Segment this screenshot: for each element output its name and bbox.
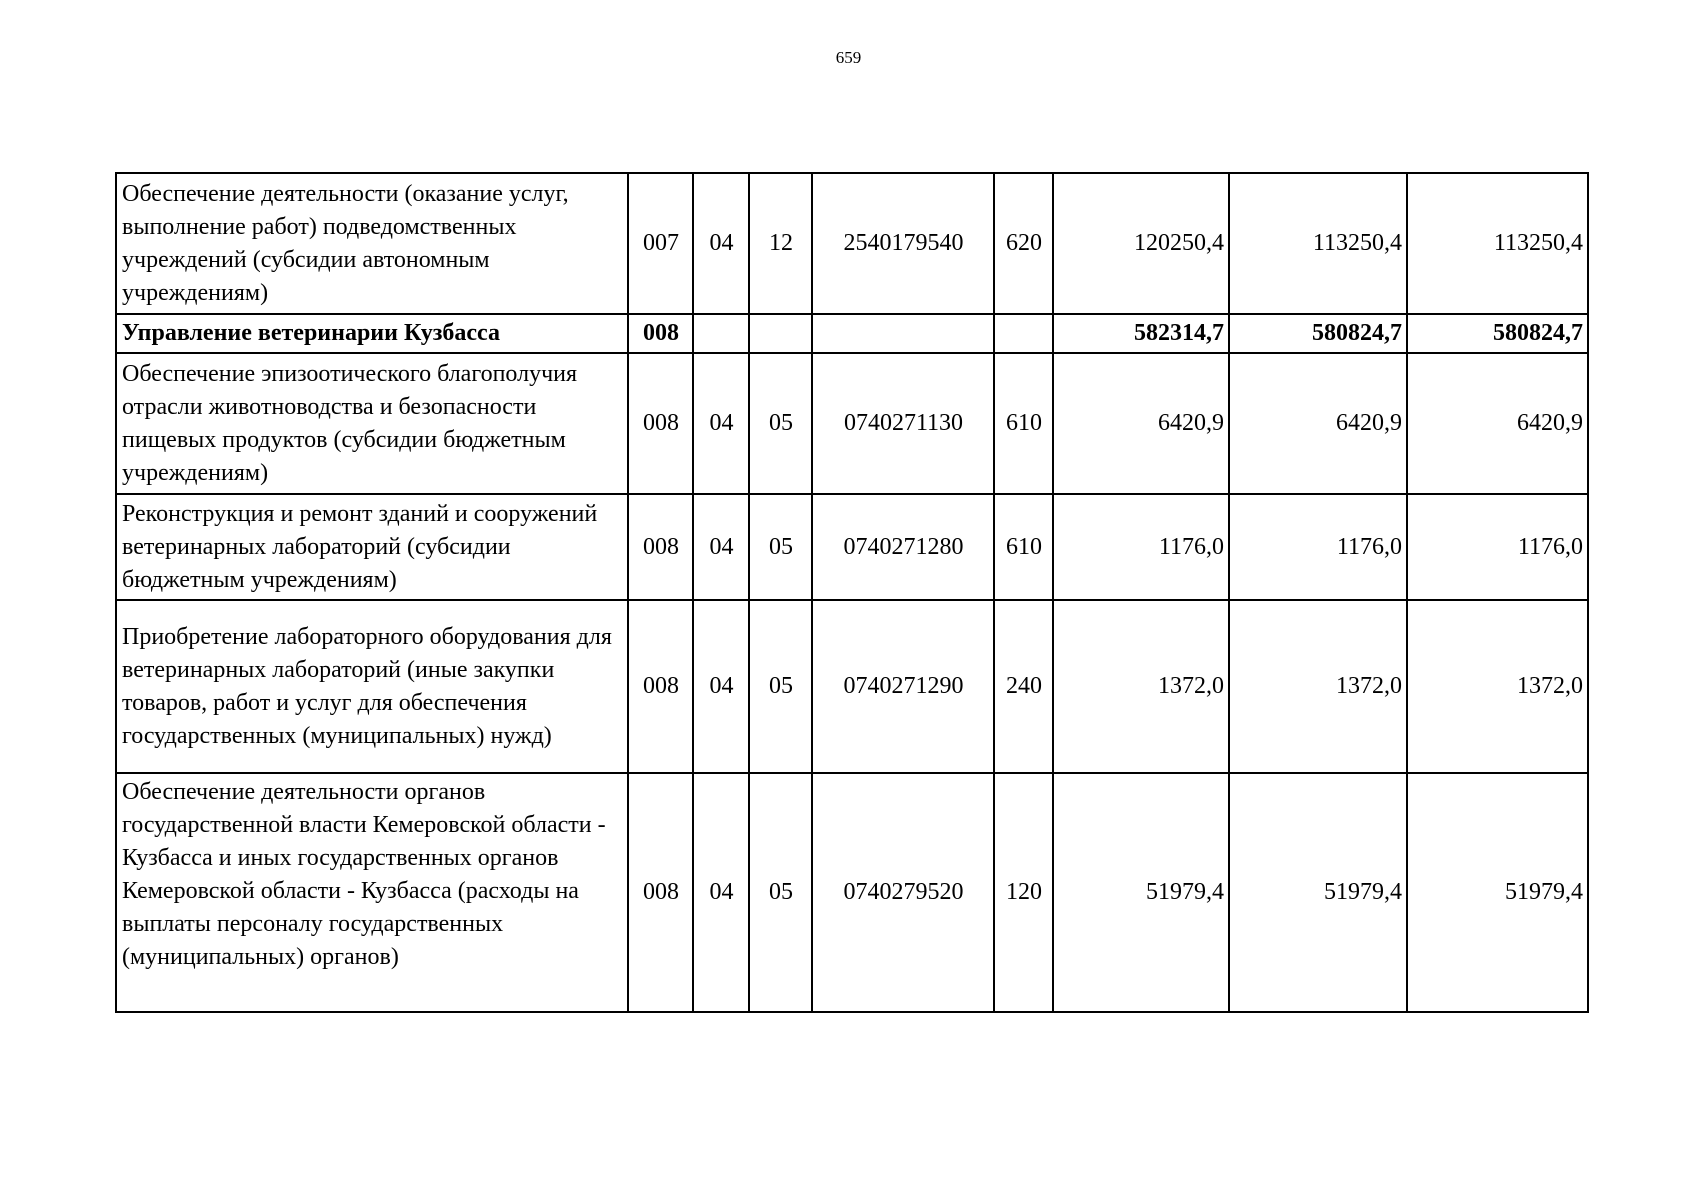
page-number: 659 [835, 48, 862, 67]
subsection-code: 12 [749, 173, 812, 314]
expense-type-code: 620 [994, 173, 1053, 314]
expense-type-code: 610 [994, 353, 1053, 494]
row-description: Реконструкция и ремонт зданий и сооружений ветеринарных лабораторий (субсидии бюджетным учреждениям) [116, 494, 628, 600]
amount-year-3: 113250,4 [1407, 173, 1588, 314]
subsection-code: 05 [749, 494, 812, 600]
amount-year-2: 1176,0 [1229, 494, 1407, 600]
table-row [116, 600, 1588, 773]
budget-table [115, 172, 1589, 1013]
table-row [116, 353, 1588, 494]
subsection-code [749, 314, 812, 353]
target-article-code: 2540179540 [812, 173, 994, 314]
target-article-code: 0740271290 [812, 600, 994, 773]
table-row [116, 773, 1588, 1012]
ved-code: 007 [628, 173, 693, 314]
section-code [693, 314, 749, 353]
amount-year-2: 1372,0 [1229, 600, 1407, 773]
amount-year-1: 582314,7 [1053, 314, 1229, 353]
amount-year-3: 51979,4 [1407, 773, 1588, 1012]
ved-code: 008 [628, 314, 693, 353]
subsection-code: 05 [749, 773, 812, 1012]
row-description: Обеспечение деятельности (оказание услуг, выполнение работ) подведомственных учреждений (субсидии автономным учреждениям) [116, 173, 628, 314]
target-article-code [812, 314, 994, 353]
row-description: Управление ветеринарии Кузбасса [116, 314, 628, 353]
amount-year-2: 580824,7 [1229, 314, 1407, 353]
section-code: 04 [693, 773, 749, 1012]
table-row-department-total [116, 314, 1588, 353]
table-row [116, 173, 1588, 314]
expense-type-code [994, 314, 1053, 353]
table-row [116, 494, 1588, 600]
subsection-code: 05 [749, 600, 812, 773]
row-description: Обеспечение деятельности органов государственной власти Кемеровской области - Кузбасса и иных государственных органов Кемеровской области - Кузбасса (расходы на выплаты персоналу государственных (муниципальных) органов) [116, 773, 628, 1012]
amount-year-3: 1372,0 [1407, 600, 1588, 773]
section-code: 04 [693, 173, 749, 314]
amount-year-1: 1176,0 [1053, 494, 1229, 600]
target-article-code: 0740279520 [812, 773, 994, 1012]
expense-type-code: 120 [994, 773, 1053, 1012]
target-article-code: 0740271280 [812, 494, 994, 600]
section-code: 04 [693, 494, 749, 600]
amount-year-2: 113250,4 [1229, 173, 1407, 314]
amount-year-1: 6420,9 [1053, 353, 1229, 494]
row-description: Обеспечение эпизоотического благополучия отрасли животноводства и безопасности пищевых продуктов (субсидии бюджетным учреждениям) [116, 353, 628, 494]
expense-type-code: 610 [994, 494, 1053, 600]
section-code: 04 [693, 600, 749, 773]
amount-year-1: 51979,4 [1053, 773, 1229, 1012]
subsection-code: 05 [749, 353, 812, 494]
amount-year-1: 120250,4 [1053, 173, 1229, 314]
amount-year-2: 6420,9 [1229, 353, 1407, 494]
row-description: Приобретение лабораторного оборудования для ветеринарных лабораторий (иные закупки товаров, работ и услуг для обеспечения государственных (муниципальных) нужд) [116, 600, 628, 773]
ved-code: 008 [628, 600, 693, 773]
ved-code: 008 [628, 353, 693, 494]
section-code: 04 [693, 353, 749, 494]
amount-year-3: 1176,0 [1407, 494, 1588, 600]
amount-year-3: 6420,9 [1407, 353, 1588, 494]
amount-year-2: 51979,4 [1229, 773, 1407, 1012]
expense-type-code: 240 [994, 600, 1053, 773]
ved-code: 008 [628, 494, 693, 600]
ved-code: 008 [628, 773, 693, 1012]
amount-year-1: 1372,0 [1053, 600, 1229, 773]
amount-year-3: 580824,7 [1407, 314, 1588, 353]
target-article-code: 0740271130 [812, 353, 994, 494]
